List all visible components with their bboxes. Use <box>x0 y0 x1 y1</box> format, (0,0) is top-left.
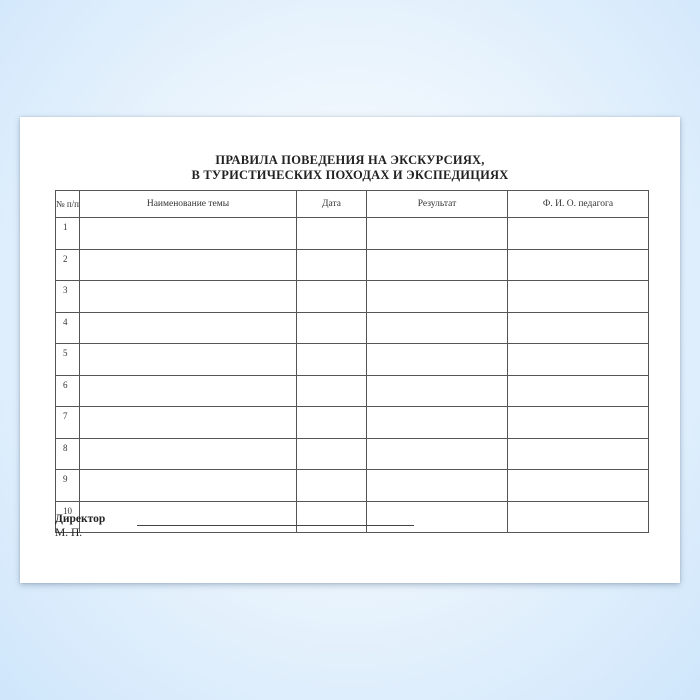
result-cell <box>367 438 508 470</box>
result-cell <box>367 281 508 313</box>
record-table <box>55 190 649 533</box>
document-title <box>20 153 680 183</box>
date-cell <box>297 375 367 407</box>
topic-cell <box>80 407 297 439</box>
topic-cell <box>80 438 297 470</box>
result-cell <box>367 501 508 533</box>
result-cell <box>367 344 508 376</box>
table-row <box>56 470 649 502</box>
result-cell <box>367 375 508 407</box>
header-date: Дата <box>297 191 367 218</box>
header-topic: Наименование темы <box>80 191 297 218</box>
result-cell <box>367 312 508 344</box>
date-cell <box>297 312 367 344</box>
title-line-1: ПРАВИЛА ПОВЕДЕНИЯ НА ЭКСКУРСИЯХ, <box>215 153 485 167</box>
table-row <box>56 249 649 281</box>
date-cell <box>297 281 367 313</box>
date-cell <box>297 407 367 439</box>
header-teacher: Ф. И. О. педагога <box>508 191 649 218</box>
topic-cell <box>80 470 297 502</box>
director-label: Директор <box>55 513 106 525</box>
table-row <box>56 344 649 376</box>
teacher-cell <box>508 344 649 376</box>
date-cell <box>297 218 367 250</box>
number-cell: 9 <box>56 470 80 502</box>
teacher-cell <box>508 218 649 250</box>
table-header-row <box>56 191 649 218</box>
topic-cell <box>80 312 297 344</box>
table-row <box>56 218 649 250</box>
form-sheet <box>20 117 680 583</box>
date-cell <box>297 501 367 533</box>
number-cell: 8 <box>56 438 80 470</box>
teacher-cell <box>508 438 649 470</box>
teacher-cell <box>508 312 649 344</box>
number-cell: 6 <box>56 375 80 407</box>
topic-cell <box>80 281 297 313</box>
number-cell: 1 <box>56 218 80 250</box>
table-row <box>56 281 649 313</box>
table-row <box>56 407 649 439</box>
table-row <box>56 375 649 407</box>
teacher-cell <box>508 249 649 281</box>
teacher-cell <box>508 501 649 533</box>
topic-cell <box>80 249 297 281</box>
result-cell <box>367 470 508 502</box>
date-cell <box>297 470 367 502</box>
teacher-cell <box>508 470 649 502</box>
table-row <box>56 312 649 344</box>
header-number: № п/п <box>56 191 80 218</box>
signature-line <box>137 525 414 526</box>
result-cell <box>367 249 508 281</box>
teacher-cell <box>508 407 649 439</box>
teacher-cell <box>508 281 649 313</box>
topic-cell <box>80 218 297 250</box>
topic-cell <box>80 375 297 407</box>
stamp-label: М. П. <box>55 527 83 539</box>
number-cell: 10 <box>56 501 80 533</box>
table-row <box>56 438 649 470</box>
number-cell: 3 <box>56 281 80 313</box>
signature-block <box>55 513 105 539</box>
table-row <box>56 501 649 533</box>
date-cell <box>297 249 367 281</box>
result-cell <box>367 218 508 250</box>
number-cell: 7 <box>56 407 80 439</box>
topic-cell <box>80 501 297 533</box>
title-line-2: В ТУРИСТИЧЕСКИХ ПОХОДАХ И ЭКСПЕДИЦИЯХ <box>191 168 509 182</box>
number-cell: 4 <box>56 312 80 344</box>
number-cell: 2 <box>56 249 80 281</box>
number-cell: 5 <box>56 344 80 376</box>
teacher-cell <box>508 375 649 407</box>
date-cell <box>297 344 367 376</box>
result-cell <box>367 407 508 439</box>
header-result: Результат <box>367 191 508 218</box>
date-cell <box>297 438 367 470</box>
topic-cell <box>80 344 297 376</box>
